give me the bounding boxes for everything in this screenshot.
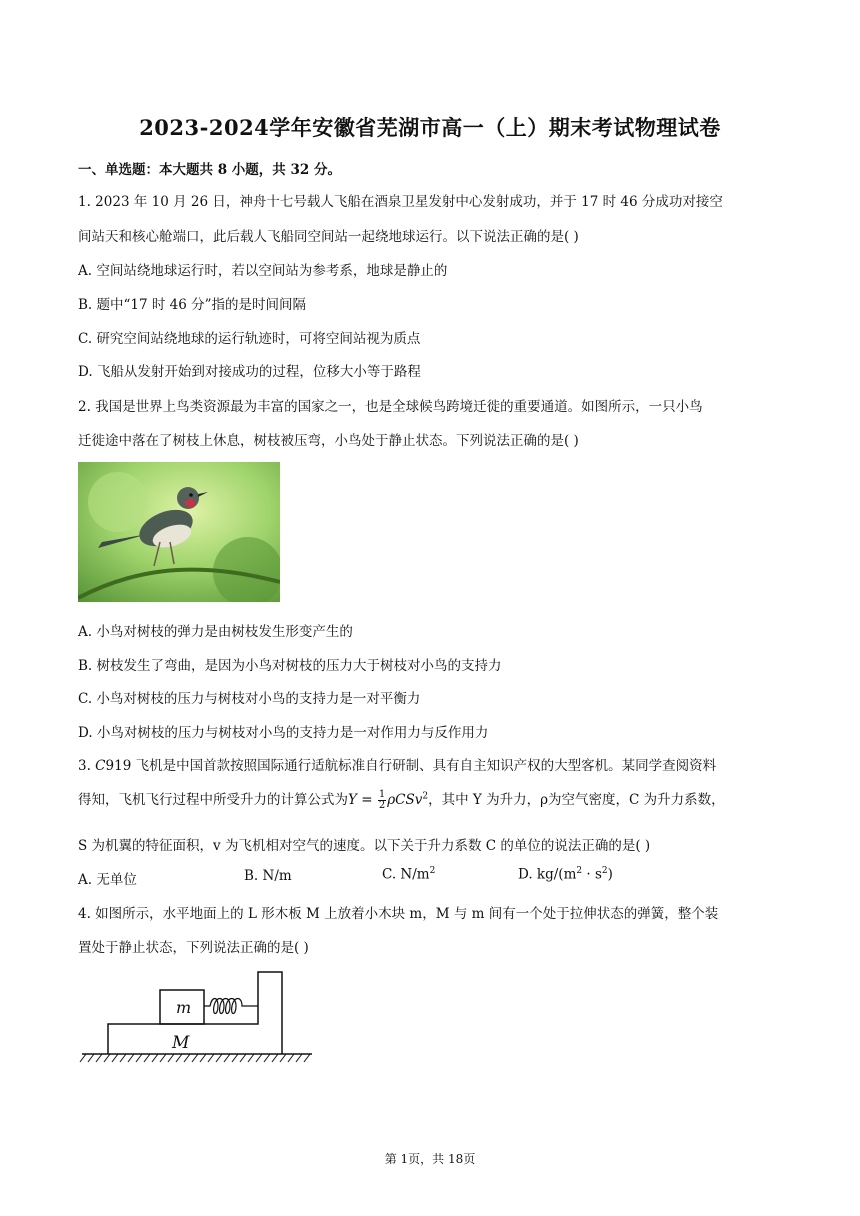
q3-line1-rest: 919 飞机是中国首款按照国际通行适航标准自行研制、具有自主知识产权的大型客机。某同学查阅资料	[105, 758, 717, 774]
q2-stem-line2: 迁徙途中落在了树枝上休息，树枝被压弯，小鸟处于静止状态。下列说法正确的是( )	[78, 433, 579, 449]
q3-frac-den: 2	[378, 800, 386, 811]
q1-option-c: C. 研究空间站绕地球的运行轨迹时，可将空间站视为质点	[78, 331, 421, 347]
q2-option-d: D. 小鸟对树枝的压力与树枝对小鸟的支持力是一对作用力与反作用力	[78, 725, 489, 741]
q3-option-d	[518, 866, 613, 883]
q3-formula-lhs: Y	[348, 792, 357, 808]
q3-option-c-text: C. N/m	[382, 866, 430, 883]
board-M-label: M	[172, 1033, 190, 1053]
q3-option-d-exp2: 2	[601, 866, 608, 876]
page-title: 2023-2024学年安徽省芜湖市高一（上）期末考试物理试卷	[139, 115, 721, 140]
q2-option-a: A. 小鸟对树枝的弹力是由树枝发生形变产生的	[78, 624, 353, 640]
q4-stem-line2: 置处于静止状态，下列说法正确的是( )	[78, 940, 309, 956]
section-header: 一、单选题：本大题共 8 小题，共 32 分。	[78, 162, 341, 178]
q3-number: 3.	[78, 758, 96, 774]
q2-option-c: C. 小鸟对树枝的压力与树枝对小鸟的支持力是一对平衡力	[78, 691, 421, 707]
q3-line2-post: ，其中 Y 为升力，ρ为空气密度，C 为升力系数，	[428, 792, 725, 808]
q4-stem-line1: 4. 如图所示，水平地面上的 L 形木板 M 上放着小木块 m，M 与 m 间有一个处于拉伸状态的弹簧，整个装	[78, 906, 719, 922]
q3-stem-line1	[78, 754, 716, 774]
q3-frac-num: 1	[378, 789, 386, 800]
q3-option-b: B. N/m	[244, 868, 292, 884]
q3-exp: 2	[422, 791, 429, 802]
block-m-label: m	[176, 998, 192, 1017]
q1-stem-line1: 1. 2023 年 10 月 26 日，神舟十七号载人飞船在酒泉卫星发射中心发射成功，并于 17 时 46 分成功对接空	[78, 194, 723, 210]
q2-option-b: B. 树枝发生了弯曲，是因为小鸟对树枝的压力大于树枝对小鸟的支持力	[78, 658, 502, 674]
q1-option-b: B. 题中“17 时 46 分”指的是时间间隔	[78, 297, 307, 313]
q3-half-fraction	[378, 790, 386, 811]
bird-on-branch-image	[78, 462, 280, 602]
q3-stem-line2: 得知，飞机飞行过程中所受升力的计算公式为Y = $\frac{1}{2}$ ρCSv$^2$，其中 Y 为升力，ρ为空气密度，C 为升力系数，	[78, 789, 725, 811]
page-footer: 第 1页，共 18页	[384, 1152, 476, 1166]
q1-option-d: D. 飞船从发射开始到对接成功的过程，位移大小等于路程	[78, 364, 421, 380]
block-spring-diagram	[78, 968, 318, 1068]
q3-stem-line3: S 为机翼的特征面积，v 为飞机相对空气的速度。以下关于升力系数 C 的单位的说法正确的是( )	[78, 838, 651, 854]
q3-line2-pre: 得知，飞机飞行过程中所受升力的计算公式为	[78, 792, 348, 808]
q3-option-d-text3: )	[607, 866, 613, 883]
q3-option-c-exp: 2	[429, 866, 436, 876]
q2-stem-line1: 2. 我国是世界上鸟类资源最为丰富的国家之一，也是全球候鸟跨境迁徙的重要通道。如图所示，一只小鸟	[78, 399, 703, 415]
q1-stem-line2: 间站天和核心舱端口，此后载人飞船同空间站一起绕地球运行。以下说法正确的是( )	[78, 229, 579, 245]
q3-var-c: C	[95, 758, 106, 774]
q3-formula-rhs: ρCSv	[387, 792, 423, 808]
q3-option-d-exp1: 2	[576, 866, 583, 876]
q1-option-a: A. 空间站绕地球运行时，若以空间站为参考系，地球是静止的	[78, 263, 448, 279]
q3-option-c	[382, 866, 435, 883]
q3-option-d-text2: · s	[582, 866, 602, 883]
q3-option-a: A. 无单位	[78, 872, 137, 888]
q3-option-d-text1: D. kg/(m	[518, 866, 577, 883]
